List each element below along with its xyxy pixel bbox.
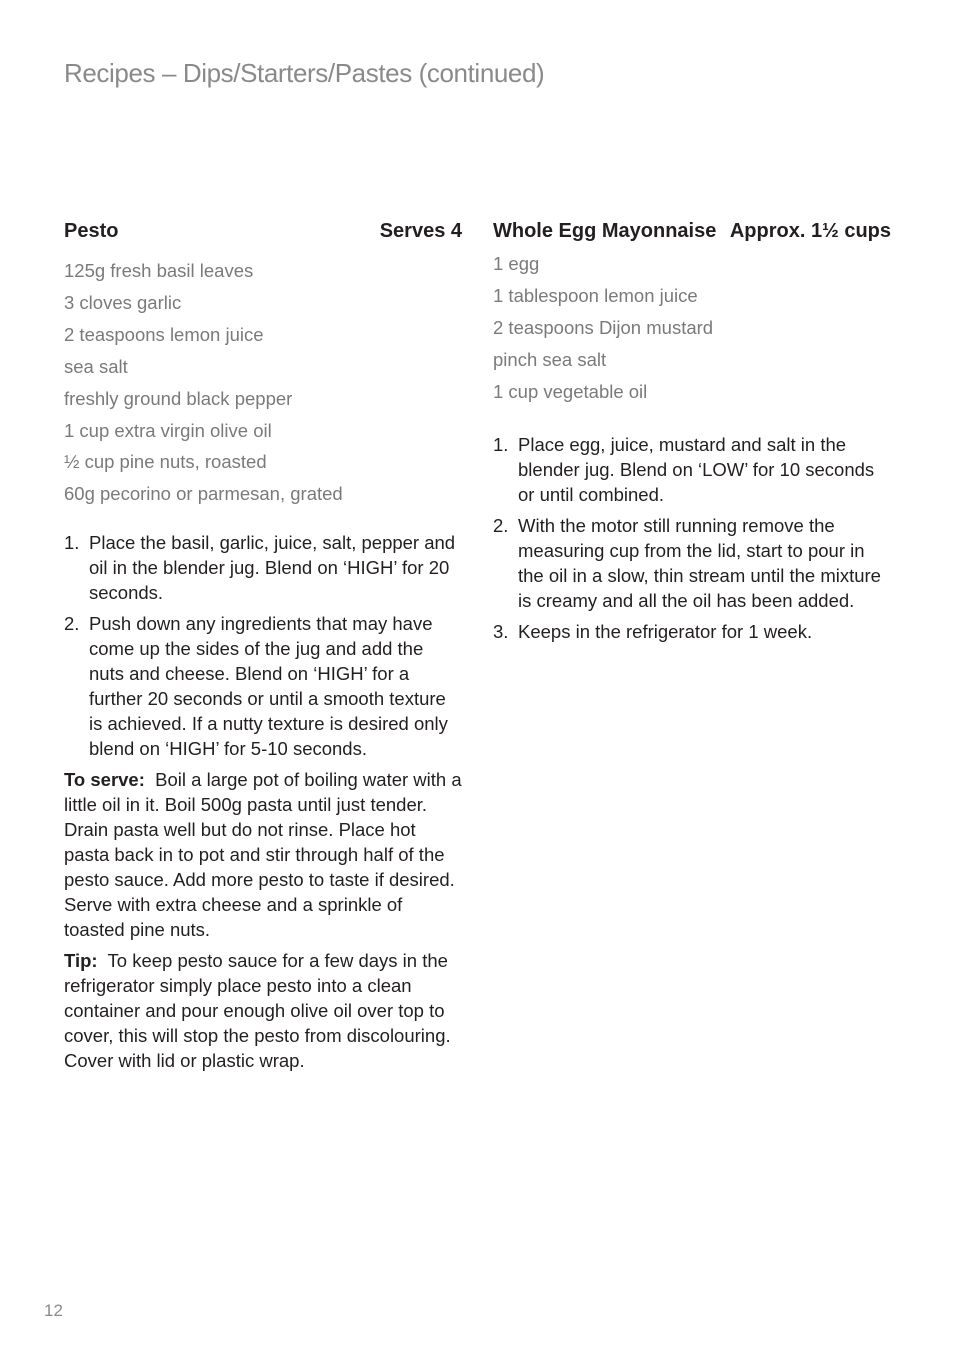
mayonnaise-header [493,220,891,250]
ingredient-item: 2 teaspoons lemon juice [64,323,264,345]
step-number: 3. [493,620,509,642]
pesto-header [64,220,462,250]
step-text: Push down any ingredients that may have come up the sides of the jug and add the nuts and cheese. Blend on ‘HIGH’ for a further 20 seconds or until a smooth texture is achieved. If a nutty texture is desired only blend on ‘HIGH’ for 5-10 seconds. [89,613,448,760]
method-step [493,619,891,644]
mayonnaise-method [493,432,891,644]
to-serve-note [64,767,462,942]
method-step [64,611,462,761]
method-step [64,530,462,605]
page-title: Recipes – Dips/Starters/Pastes (continued) [64,58,545,88]
step-number: 2. [64,613,80,635]
step-text: Keeps in the refrigerator for 1 week. [518,620,813,642]
ingredient-item: 1 egg [493,253,540,274]
mayonnaise-title: Whole Egg Mayonnaise [493,220,717,242]
pesto-yield: Serves 4 [379,220,462,242]
method-step [493,432,891,507]
ingredient-item: sea salt [64,355,128,377]
ingredient-item: pinch sea salt [493,348,607,370]
ingredient-item: 2 teaspoons Dijon mustard [493,316,714,338]
ingredient-item: freshly ground black pepper [64,387,293,409]
pesto-ingredients [64,255,462,510]
pesto-recipe [64,220,462,1079]
to-serve-label: To serve: [64,769,145,791]
ingredient-item: 125g fresh basil leaves [64,260,254,281]
method-step [493,513,891,613]
step-text: Place egg, juice, mustard and salt in the blender jug. Blend on ‘LOW’ for 10 seconds or until combined. [518,433,875,505]
tip-label: Tip: [64,950,98,972]
to-serve-text: Boil a large pot of boiling water with a little oil in it. Boil 500g pasta until just tender. Drain pasta well but do not rinse. Place hot pasta back in to pot and stir through half of the pesto sauce. Add more pesto to taste if desired. Serve with extra cheese and a sprinkle of toasted pine nuts. [64,769,462,941]
ingredient-item: 3 cloves garlic [64,291,182,313]
mayonnaise-yield: Approx. 1½ cups [729,220,891,242]
ingredient-item: ½ cup pine nuts, roasted [64,451,267,473]
tip-text: To keep pesto sauce for a few days in the refrigerator simply place pesto into a clean container and pour enough olive oil over top to cover, this will stop the pesto from discolouring. Cover with lid or plastic wrap. [64,950,451,1072]
step-number: 1. [64,532,80,554]
tip-note [64,948,462,1073]
page-number: 12 [44,1301,63,1320]
step-number: 1. [493,433,509,455]
step-text: With the motor still running remove the measuring cup from the lid, start to pour in the oil in a slow, thin stream until the mixture is creamy and all the oil has been added. [518,514,881,611]
ingredient-item: 1 cup extra virgin olive oil [64,419,272,441]
ingredient-item: 60g pecorino or parmesan, grated [64,483,343,505]
pesto-title: Pesto [64,220,119,242]
pesto-method [64,530,462,761]
ingredient-item: 1 cup vegetable oil [493,380,648,402]
ingredient-item: 1 tablespoon lemon juice [493,284,698,306]
mayonnaise-ingredients [493,248,891,408]
step-number: 2. [493,514,509,536]
step-text: Place the basil, garlic, juice, salt, pepper and oil in the blender jug. Blend on ‘HIGH’ for 20 seconds. [89,532,456,604]
mayonnaise-recipe [493,220,891,650]
